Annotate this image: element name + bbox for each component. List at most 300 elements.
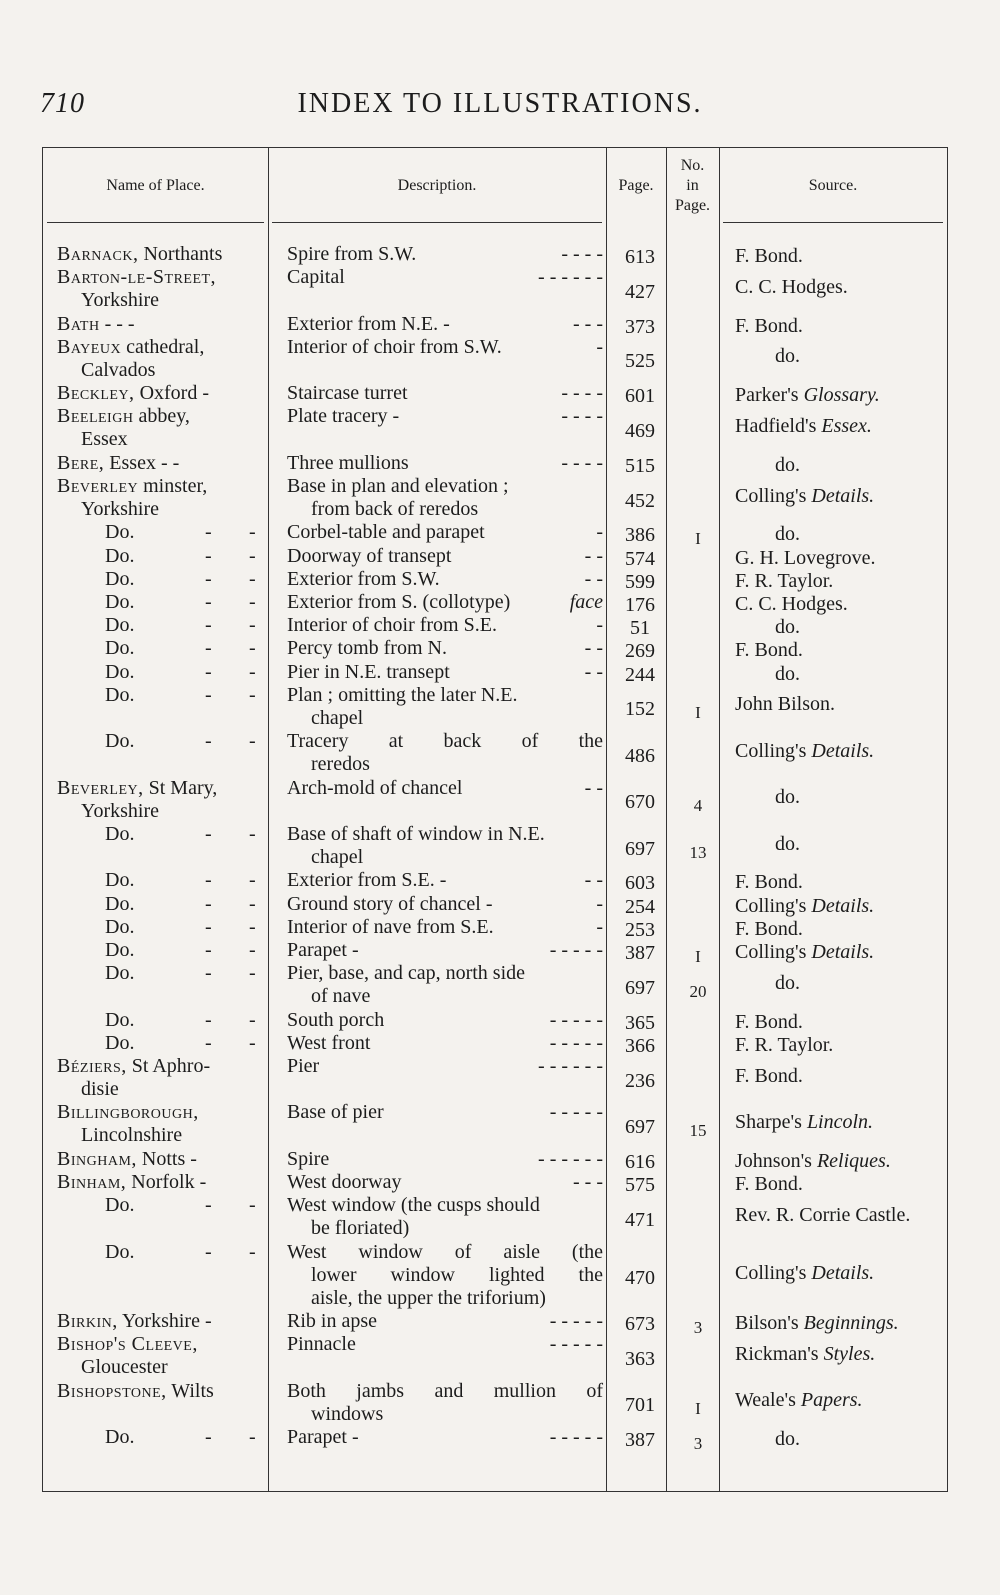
- place-qualifier: St Aphro-: [126, 1055, 211, 1077]
- ditto-text: Do.: [105, 567, 135, 590]
- header-rule: [47, 222, 264, 223]
- description-cell: [287, 1310, 603, 1333]
- leader-dashes: - -: [584, 660, 603, 683]
- place-line-2: Yorkshire: [81, 498, 159, 520]
- header-rule: [723, 222, 943, 223]
- page-cell: 386: [625, 524, 655, 547]
- description-line: [287, 1426, 603, 1449]
- description-text: Exterior from S. (collotype): [287, 591, 511, 613]
- place-qualifier: Yorkshire -: [117, 1310, 212, 1333]
- source-title: Details.: [811, 941, 875, 963]
- description-line: [287, 1171, 603, 1194]
- description-line: [287, 1148, 603, 1171]
- place-line: [57, 266, 269, 289]
- description-cell: [287, 336, 603, 359]
- page-cell: 452: [625, 489, 655, 512]
- source-text: John Bilson.: [735, 693, 836, 716]
- page-cell: 613: [625, 246, 655, 268]
- description-line: [287, 405, 603, 428]
- source-cell: [735, 693, 947, 716]
- description-line-2: from back of reredos: [311, 498, 479, 520]
- description-text: Doorway of transept: [287, 544, 452, 567]
- description-text: Rib in apse: [287, 1310, 377, 1333]
- description-cell: [287, 475, 603, 521]
- source-text: do.: [775, 1428, 800, 1451]
- description-line: [287, 823, 603, 846]
- leader-dashes: - - - - -: [549, 1031, 603, 1054]
- ditto-dash: -: [205, 683, 212, 706]
- leader-dashes: - - - - -: [549, 1310, 603, 1333]
- description-text: Capital: [287, 266, 345, 289]
- source-title: Styles.: [823, 1342, 876, 1365]
- source-text: Hadfield's: [735, 414, 822, 437]
- source-text: Weale's: [735, 1389, 801, 1412]
- description-line: [287, 452, 603, 475]
- place-line: [57, 405, 269, 428]
- ditto-text: Do.: [105, 544, 135, 567]
- source-text: Johnson's: [735, 1149, 817, 1172]
- source-text: do.: [775, 832, 800, 855]
- description-cell: [287, 382, 603, 405]
- source-cell: [735, 1343, 947, 1366]
- leader-dashes: - - - - - -: [538, 1147, 603, 1170]
- description-text: Percy tomb from N.: [287, 637, 447, 660]
- leader-dashes: - - - -: [561, 405, 603, 428]
- ditto-dash: -: [205, 614, 212, 637]
- description-line: [287, 545, 603, 568]
- description-line: [287, 614, 603, 637]
- place-cell: [57, 266, 269, 312]
- description-cell: [287, 521, 603, 544]
- place-line: [57, 1310, 269, 1333]
- ditto-dash: -: [249, 730, 256, 753]
- ditto-dash: -: [249, 544, 256, 567]
- source-text: F. Bond.: [735, 639, 803, 662]
- description-text: Tracery at back of the: [287, 730, 603, 753]
- source-title: Lincoln.: [806, 1110, 874, 1133]
- ditto-dash: -: [205, 823, 212, 845]
- description-cell: [287, 568, 603, 591]
- ditto-dash: -: [205, 915, 212, 938]
- ditto-dash: -: [249, 1426, 256, 1449]
- ditto-dash: -: [205, 869, 212, 892]
- source-cell: [735, 1262, 947, 1285]
- page-cell: 387: [625, 942, 655, 964]
- description-line-2: lower window lighted the: [311, 1263, 603, 1286]
- description-cell: [287, 545, 603, 568]
- description-cell: [287, 1194, 603, 1240]
- description-line: [287, 568, 603, 591]
- source-text: Colling's: [735, 484, 812, 507]
- ditto-dash: -: [205, 1194, 212, 1217]
- source-cell: [735, 315, 947, 338]
- description-cell: [287, 1148, 603, 1171]
- leader-dashes: -: [596, 521, 603, 544]
- source-text: F. R. Taylor.: [735, 1033, 834, 1056]
- description-cell: [287, 1009, 603, 1032]
- description-text: South porch: [287, 1008, 385, 1031]
- page-cell: 254: [625, 895, 655, 918]
- description-line-2: chapel: [311, 706, 364, 729]
- leader-dashes: - -: [584, 637, 603, 660]
- source-cell: [735, 1011, 947, 1034]
- description-cell: [287, 661, 603, 684]
- place-cell: [57, 1310, 269, 1333]
- page-cell: 469: [625, 419, 655, 442]
- ditto-dash: -: [249, 683, 256, 706]
- place-qualifier: Essex - -: [104, 451, 180, 474]
- source-text: F. Bond.: [735, 871, 803, 894]
- description-line: [287, 869, 603, 892]
- description-text: Three mullions: [287, 451, 409, 474]
- source-title: Papers.: [800, 1389, 863, 1412]
- page-cell: 701: [625, 1394, 655, 1417]
- header-place: Name of Place.: [106, 176, 205, 194]
- page-number: 710: [40, 88, 85, 119]
- source-cell: [775, 663, 987, 686]
- source-title: Essex.: [821, 414, 872, 437]
- description-text: West doorway: [287, 1171, 402, 1193]
- ditto-dash: -: [205, 730, 212, 753]
- description-cell: [287, 452, 603, 475]
- description-cell: [287, 1101, 603, 1124]
- description-line: [287, 916, 603, 939]
- ditto-dash: -: [205, 637, 212, 660]
- place-line: [57, 777, 269, 800]
- index-table: [42, 147, 948, 1492]
- place-qualifier: minster,: [138, 475, 208, 497]
- ditto-dash: -: [249, 1194, 256, 1217]
- description-cell: [287, 1380, 603, 1426]
- place-cell: [57, 1148, 269, 1171]
- ditto-text: Do.: [105, 1031, 135, 1054]
- description-text: Corbel-table and parapet: [287, 521, 485, 544]
- source-cell: [735, 1204, 947, 1227]
- description-line: [287, 1310, 603, 1333]
- ditto-dash: -: [249, 1008, 256, 1031]
- source-cell: [735, 1389, 947, 1412]
- place-cell: [57, 313, 269, 336]
- face-marker: face: [569, 591, 603, 613]
- description-line-2: be floriated): [311, 1217, 410, 1240]
- description-cell: [287, 1426, 603, 1449]
- leader-dashes: - -: [584, 567, 603, 590]
- description-text: Plate tracery -: [287, 405, 400, 428]
- ditto-dash: -: [249, 823, 256, 845]
- description-line: [287, 1055, 603, 1078]
- source-cell: [735, 485, 947, 508]
- place-name: Bath: [57, 312, 100, 335]
- place-line: [57, 382, 269, 405]
- leader-dashes: - - - - -: [549, 939, 603, 961]
- page-cell: 373: [625, 315, 655, 338]
- no-in-page-cell: 15: [689, 1120, 707, 1140]
- source-cell: [775, 786, 987, 809]
- ditto-dash: -: [249, 660, 256, 683]
- leader-dashes: - -: [584, 776, 603, 799]
- description-line: [287, 777, 603, 800]
- ditto-dash: -: [249, 915, 256, 938]
- ditto-dash: -: [249, 614, 256, 637]
- description-line: [287, 939, 603, 962]
- ditto-text: Do.: [105, 869, 135, 892]
- place-line-2: disie: [81, 1078, 119, 1100]
- ditto-text: Do.: [105, 521, 135, 544]
- no-in-page-cell: I: [695, 947, 701, 966]
- source-cell: [735, 384, 947, 407]
- source-text: Colling's: [735, 941, 812, 963]
- place-qualifier: abbey,: [133, 405, 190, 428]
- description-cell: [287, 1333, 603, 1356]
- source-cell: [735, 1312, 947, 1335]
- no-in-page-cell: I: [695, 703, 701, 723]
- source-cell: [735, 1065, 947, 1088]
- source-cell: [735, 1111, 947, 1134]
- description-line-2: chapel: [311, 846, 364, 868]
- header-rule: [272, 222, 602, 223]
- place-name: Beeleigh: [57, 405, 134, 428]
- page-title: INDEX TO ILLUSTRATIONS.: [297, 88, 703, 119]
- description-line: [287, 591, 603, 614]
- description-text: Base of pier: [287, 1101, 384, 1124]
- place-name: Beverley: [57, 475, 139, 497]
- source-text: G. H. Lovegrove.: [735, 546, 876, 569]
- page-cell: 670: [625, 791, 655, 814]
- ditto-text: Do.: [105, 683, 135, 706]
- ditto-dash: -: [249, 521, 256, 544]
- no-in-page-cell: I: [695, 529, 701, 549]
- source-cell: [775, 345, 987, 368]
- page-cell: 673: [625, 1313, 655, 1336]
- place-line: [57, 475, 269, 498]
- place-line-2: Essex: [81, 428, 128, 451]
- source-cell: [735, 918, 947, 941]
- leader-dashes: -: [596, 614, 603, 637]
- description-line: [287, 266, 603, 289]
- leader-dashes: - - - - -: [549, 1333, 603, 1356]
- description-line: [287, 637, 603, 660]
- description-line: [287, 1241, 603, 1264]
- ditto-text: Do.: [105, 730, 135, 753]
- description-cell: [287, 1032, 603, 1055]
- description-cell: [287, 730, 603, 776]
- page-cell: 599: [625, 570, 655, 593]
- place-name: Binham,: [57, 1171, 127, 1193]
- description-text: Spire from S.W.: [287, 243, 417, 265]
- place-line-2: Gloucester: [81, 1356, 168, 1379]
- leader-dashes: - - - -: [561, 451, 603, 474]
- page-cell: 366: [625, 1034, 655, 1057]
- source-cell: [735, 740, 947, 763]
- place-line: [57, 336, 269, 359]
- no-in-page-cell: 3: [693, 1434, 703, 1454]
- page-cell: 269: [625, 640, 655, 663]
- place-qualifier: Oxford -: [134, 382, 209, 405]
- place-line: [57, 1171, 269, 1194]
- description-text: Arch-mold of chancel: [287, 776, 463, 799]
- description-line: [287, 962, 603, 985]
- page-cell: 471: [625, 1208, 655, 1231]
- place-name: Bingham,: [57, 1147, 137, 1170]
- source-text: Rev. R. Corrie Castle.: [735, 1203, 911, 1226]
- description-line: [287, 1380, 603, 1403]
- page-cell: 697: [625, 1115, 655, 1138]
- place-qualifier: Notts -: [136, 1147, 197, 1170]
- description-text: West front: [287, 1031, 371, 1054]
- source-cell: [775, 833, 987, 856]
- description-text: Interior of choir from S.E.: [287, 614, 497, 637]
- page-cell: 51: [630, 617, 650, 640]
- description-line: [287, 382, 603, 405]
- description-line: [287, 243, 603, 266]
- leader-dashes: - - -: [573, 1171, 603, 1193]
- ditto-text: Do.: [105, 939, 135, 961]
- place-cell: [57, 405, 269, 451]
- description-line: [287, 1009, 603, 1032]
- leader-dashes: - - - - -: [549, 1008, 603, 1031]
- place-line-2: Yorkshire: [81, 799, 159, 822]
- place-name: Bishop's Cleeve,: [57, 1333, 198, 1356]
- source-cell: [775, 454, 987, 477]
- source-title: Beginnings.: [803, 1312, 899, 1335]
- page-cell: 253: [625, 918, 655, 941]
- no-in-page-cell: 3: [693, 1318, 703, 1338]
- place-name: Bishopstone,: [57, 1379, 167, 1402]
- ditto-dash: -: [205, 962, 212, 985]
- description-cell: [287, 313, 603, 336]
- ditto-text: Do.: [105, 823, 135, 845]
- ditto-dash: -: [205, 521, 212, 544]
- description-line: [287, 521, 603, 544]
- leader-dashes: - - - - - -: [538, 1055, 603, 1077]
- source-text: do.: [775, 662, 800, 685]
- no-in-page-cell: 20: [689, 981, 707, 1001]
- leader-dashes: - -: [584, 869, 603, 892]
- description-cell: [287, 777, 603, 800]
- source-cell: [735, 871, 947, 894]
- ditto-dash: -: [249, 869, 256, 892]
- place-line: [57, 1148, 269, 1171]
- source-text: F. Bond.: [735, 917, 803, 940]
- place-name: Bere,: [57, 451, 105, 474]
- place-name: Barton-le-Street,: [57, 266, 217, 289]
- description-cell: [287, 916, 603, 939]
- leader-dashes: - - - - - -: [538, 266, 603, 289]
- source-text: F. Bond.: [735, 245, 803, 267]
- header-page: Page.: [618, 176, 654, 194]
- description-text: Exterior from N.E. -: [287, 312, 450, 335]
- description-text: West window (the cusps should: [287, 1194, 540, 1217]
- description-cell: [287, 684, 603, 730]
- source-text: F. Bond.: [735, 314, 803, 337]
- ditto-dash: -: [249, 939, 256, 961]
- place-line: [57, 1380, 269, 1403]
- place-name: Béziers,: [57, 1055, 127, 1077]
- no-in-page-cell: 13: [689, 842, 707, 862]
- leader-dashes: -: [596, 892, 603, 915]
- place-line: [57, 313, 269, 336]
- ditto-dash: -: [249, 591, 256, 613]
- page-cell: 486: [625, 744, 655, 767]
- place-name: Birkin,: [57, 1310, 118, 1333]
- source-cell: [735, 547, 947, 570]
- source-text: do.: [775, 453, 800, 476]
- source-title: Glossary.: [803, 384, 880, 407]
- page-cell: 236: [625, 1069, 655, 1092]
- place-line: [57, 1101, 269, 1124]
- page-cell: 575: [625, 1174, 655, 1196]
- source-cell: [735, 415, 947, 438]
- ditto-dash: -: [205, 1008, 212, 1031]
- description-cell: [287, 614, 603, 637]
- page-cell: 152: [625, 698, 655, 721]
- source-text: do.: [775, 971, 800, 994]
- place-qualifier: St Mary,: [143, 776, 218, 799]
- leader-dashes: - - - - -: [549, 1101, 603, 1124]
- description-text: Both jambs and mullion of: [287, 1379, 603, 1402]
- description-cell: [287, 1055, 603, 1078]
- page-cell: 515: [625, 454, 655, 477]
- header-description: Description.: [397, 176, 477, 194]
- place-qualifier: - - -: [99, 312, 135, 335]
- ditto-dash: -: [205, 591, 212, 613]
- description-cell: [287, 637, 603, 660]
- source-cell: [735, 941, 947, 964]
- leader-dashes: - - - - -: [549, 1426, 603, 1449]
- place-cell: [57, 452, 269, 475]
- source-cell: [735, 1150, 947, 1173]
- description-line: [287, 475, 603, 498]
- description-text: Interior of nave from S.E.: [287, 915, 494, 938]
- ditto-dash: -: [205, 567, 212, 590]
- description-text: Spire: [287, 1147, 330, 1170]
- source-title: Details.: [811, 894, 875, 917]
- source-text: do.: [775, 616, 800, 639]
- description-text: Pier in N.E. transept: [287, 660, 450, 683]
- description-text: Plan ; omitting the later N.E.: [287, 683, 518, 706]
- place-cell: [57, 1380, 269, 1403]
- source-cell: [775, 1428, 987, 1451]
- leader-dashes: - - -: [573, 312, 603, 335]
- page-cell: 470: [625, 1266, 655, 1289]
- place-cell: [57, 336, 269, 382]
- page-cell: 697: [625, 976, 655, 999]
- description-cell: [287, 1171, 603, 1194]
- ditto-dash: -: [249, 1240, 256, 1263]
- description-line: [287, 661, 603, 684]
- ditto-dash: -: [205, 939, 212, 961]
- source-cell: [735, 276, 947, 299]
- source-text: F. R. Taylor.: [735, 569, 834, 592]
- page-cell: 601: [625, 385, 655, 408]
- ditto-text: Do.: [105, 915, 135, 938]
- source-cell: [735, 639, 947, 662]
- ditto-dash: -: [205, 544, 212, 567]
- ditto-dash: -: [249, 637, 256, 660]
- place-cell: [57, 1055, 269, 1101]
- place-line-2: Yorkshire: [81, 289, 159, 312]
- header-source: Source.: [808, 176, 858, 194]
- source-cell: [735, 1034, 947, 1057]
- description-text: Parapet -: [287, 1426, 359, 1449]
- description-cell: [287, 893, 603, 916]
- source-text: C. C. Hodges.: [735, 593, 848, 615]
- source-cell: [735, 245, 947, 268]
- page-cell: 363: [625, 1347, 655, 1370]
- ditto-dash: -: [205, 660, 212, 683]
- place-qualifier: cathedral,: [121, 335, 205, 358]
- source-text: do.: [775, 786, 800, 809]
